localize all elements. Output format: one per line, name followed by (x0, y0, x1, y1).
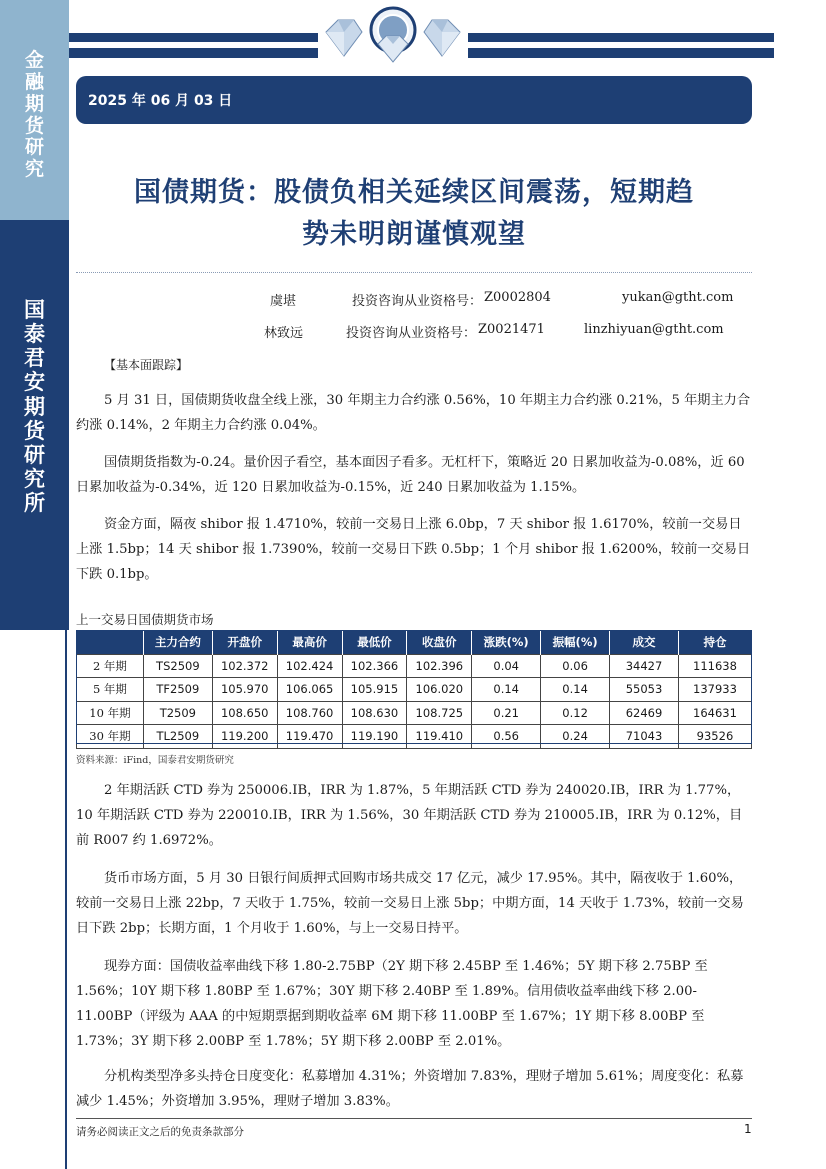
table-cell: TF2509 (143, 678, 212, 702)
table-cell: 164631 (678, 701, 751, 725)
table-cell: 119.190 (342, 725, 407, 749)
table-cell: 0.24 (541, 725, 610, 749)
table-cell: T2509 (143, 701, 212, 725)
table-cell: 102.396 (407, 654, 472, 678)
table-cell: 93526 (678, 725, 751, 749)
table-header-cell: 最高价 (277, 630, 342, 654)
table-row (77, 678, 752, 702)
date-banner (76, 76, 752, 124)
paragraph-3: 资金方面，隔夜 shibor 报 1.4710%，较前一交易日上涨 6.0bp，7 天 shibor 报 1.6170%，较前一交易日上涨 1.5bp；14 天 shibor 报 1.7390%，较前一交易日下跌 0.5bp；1 个月 shibor 报 1.6200%，较前一交易日下跌 0.1bp。 (76, 517, 751, 582)
sidebar-top-band (0, 0, 69, 220)
table-cell: 108.760 (277, 701, 342, 725)
author-qual-no-2: Z0021471 (478, 322, 545, 337)
sidebar-top-label: 金 融 期 货 研 究 (24, 49, 44, 181)
table-cell: 111638 (678, 654, 751, 678)
table-cell: 106.020 (407, 678, 472, 702)
paragraph-5: 货币市场方面，5 月 30 日银行间质押式回购市场共成交 17 亿元，减少 17.95%。其中，隔夜收于 1.60%，较前一交易日上涨 22bp，7 天收于 1.75%，较前一交易日上涨 5bp；中期方面，14 天收于 1.73%，较前一交易日下跌 2bp；长期方面，1 个月收于 1.60%，与上一交易日持平。 (76, 871, 744, 936)
table-cell: 30 年期 (77, 725, 144, 749)
table-header-cell: 持仓 (678, 630, 751, 654)
author-email-1[interactable]: yukan@gtht.com (622, 290, 734, 305)
table-cell: 119.470 (277, 725, 342, 749)
table-cell: 137933 (678, 678, 751, 702)
table-cell: 102.372 (212, 654, 277, 678)
table-row (77, 701, 752, 725)
table-header-cell: 开盘价 (212, 630, 277, 654)
footer-disclaimer: 请务必阅读正文之后的免责条款部分 (76, 1126, 244, 1138)
table-cell: 105.915 (342, 678, 407, 702)
title-divider (76, 272, 752, 273)
table-cell: 119.200 (212, 725, 277, 749)
table-title: 上一交易日国债期货市场 (76, 612, 214, 627)
author-qual-no-1: Z0002804 (484, 290, 551, 305)
table-header-cell: 涨跌(%) (472, 630, 541, 654)
table-cell: 0.14 (541, 678, 610, 702)
table-cell: 71043 (610, 725, 679, 749)
author-name-1: 虞堪 (270, 294, 297, 309)
table-cell: 0.21 (472, 701, 541, 725)
table-cell: 102.366 (342, 654, 407, 678)
report-title-line-1: 国债期货：股债负相关延续区间震荡，短期趋 (134, 177, 694, 208)
table-row (77, 725, 752, 749)
table-cell: 34427 (610, 654, 679, 678)
table-source-note: 资料来源：iFind，国泰君安期货研究 (76, 755, 234, 766)
report-date: 2025 年 06 月 03 日 (88, 93, 233, 109)
table-cell: 108.725 (407, 701, 472, 725)
futures-market-table (76, 630, 752, 749)
table-header-cell: 最低价 (342, 630, 407, 654)
diamond-logo-icon (318, 2, 468, 64)
report-title (76, 172, 752, 256)
table-cell: 106.065 (277, 678, 342, 702)
table-header-cell: 收盘价 (407, 630, 472, 654)
page-number: 1 (744, 1122, 752, 1136)
paragraph-7: 分机构类型净多头持仓日度变化：私募增加 4.31%；外资增加 7.83%，理财子增加 5.61%；周度变化：私募减少 1.45%；外资增加 3.95%，理财子增加 3.83%。 (76, 1069, 744, 1109)
table-cell: TS2509 (143, 654, 212, 678)
table-cell: 119.410 (407, 725, 472, 749)
table-header-cell: 成交 (610, 630, 679, 654)
table-header-row (77, 630, 752, 654)
table-cell: TL2509 (143, 725, 212, 749)
paragraph-2: 国债期货指数为-0.24。量价因子看空，基本面因子看多。无杠杆下，策略近 20 日累加收益为-0.08%，近 60 日累加收益为-0.34%，近 120 日累加收益为-0.15%，近 240 日累加收益为 1.15%。 (76, 455, 745, 495)
sidebar-bottom-band (0, 220, 69, 630)
table-cell: 0.12 (541, 701, 610, 725)
sidebar-divider-line (65, 630, 67, 1169)
table-header-cell: 振幅(%) (541, 630, 610, 654)
paragraph-4: 2 年期活跃 CTD 券为 250006.IB，IRR 为 1.87%，5 年期活跃 CTD 券为 240020.IB，IRR 为 1.77%，10 年期活跃 CTD 券为 220010.IB，IRR 为 1.56%，30 年期活跃 CTD 券为 210005.IB，IRR 为 0.12%，目前 R007 约 1.6972%。 (76, 783, 743, 848)
table-cell: 0.06 (541, 654, 610, 678)
left-sidebar (0, 0, 69, 1169)
author-email-2[interactable]: linzhiyuan@gtht.com (584, 322, 724, 337)
author-qual-label-2: 投资咨询从业资格号： (346, 326, 477, 341)
table-header-cell (77, 630, 144, 654)
table-row (77, 654, 752, 678)
report-title-line-2: 势未明朗谨慎观望 (302, 219, 526, 250)
table-cell: 102.424 (277, 654, 342, 678)
table-cell: 55053 (610, 678, 679, 702)
table-cell: 0.56 (472, 725, 541, 749)
sidebar-institution-label: 国 泰 君 安 期 货 研 究 所 (24, 297, 45, 516)
table-cell: 62469 (610, 701, 679, 725)
paragraph-1: 5 月 31 日，国债期货收盘全线上涨，30 年期主力合约涨 0.56%，10 年期主力合约涨 0.21%，5 年期主力合约涨 0.14%，2 年期主力合约涨 0.04%。 (76, 393, 751, 433)
table-cell: 105.970 (212, 678, 277, 702)
author-qual-label-1: 投资咨询从业资格号： (352, 294, 483, 309)
table-cell: 0.14 (472, 678, 541, 702)
table-header-cell: 主力合约 (143, 630, 212, 654)
paragraph-6: 现券方面：国债收益率曲线下移 1.80-2.75BP（2Y 期下移 2.45BP 至 1.46%；5Y 期下移 2.75BP 至 1.56%；10Y 期下移 1.80BP 至 1.67%；30Y 期下移 2.40BP 至 1.89%。信用债收益率曲线下移 2.00-11.00BP（评级为 AAA 的中短期票据到期收益率 6M 期下移 11.00BP 至 1.67%；1Y 期下移 8.00BP 至 1.73%；3Y 期下移 2.00BP 至 1.78%；5Y 期下移 2.00BP 至 2.01%。 (76, 959, 708, 1049)
table-cell: 108.630 (342, 701, 407, 725)
section-heading: 【基本面跟踪】 (104, 358, 189, 372)
table-cell: 0.04 (472, 654, 541, 678)
table-cell: 2 年期 (77, 654, 144, 678)
author-name-2: 林致远 (264, 326, 304, 341)
table-cell: 108.650 (212, 701, 277, 725)
table-cell: 5 年期 (77, 678, 144, 702)
table-cell: 10 年期 (77, 701, 144, 725)
footer-divider (76, 1118, 752, 1119)
